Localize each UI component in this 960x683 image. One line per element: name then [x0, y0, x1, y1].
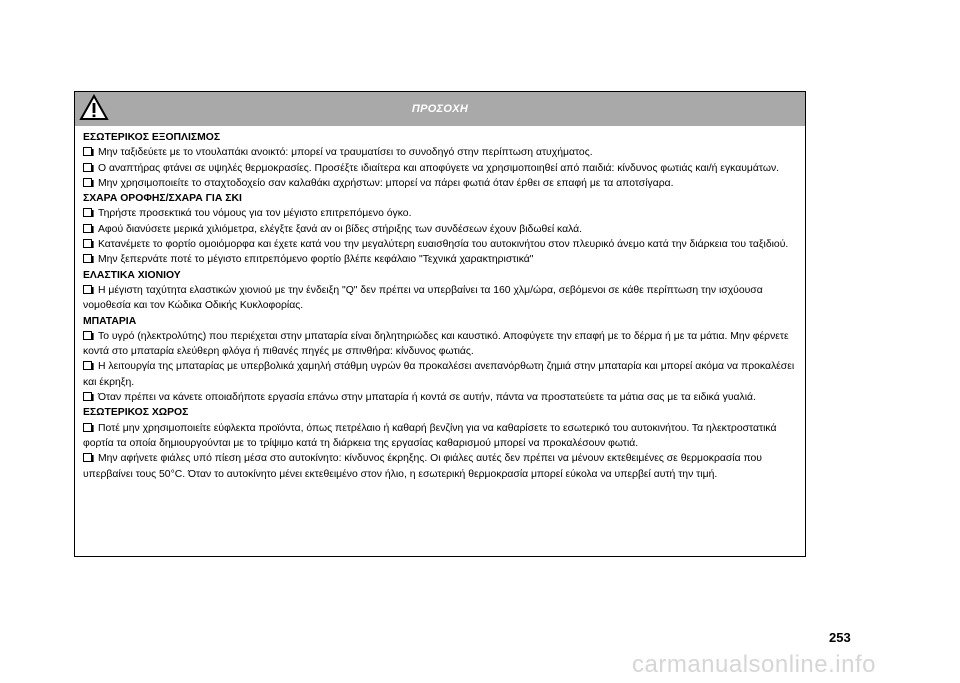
bullet-box-icon — [83, 208, 94, 217]
warning-item — [83, 390, 797, 405]
warning-item — [83, 161, 797, 176]
warning-item — [83, 206, 797, 221]
bullet-box-icon — [83, 178, 94, 187]
warning-item — [83, 329, 797, 360]
warning-item — [83, 283, 797, 314]
warning-item — [83, 359, 797, 390]
warning-banner — [75, 92, 805, 126]
bullet-box-icon — [83, 224, 94, 233]
warning-item — [83, 421, 797, 452]
bullet-box-icon — [83, 392, 94, 401]
warning-item — [83, 222, 797, 237]
warning-item-text: Αφού διανύσετε μερικά χιλιόμετρα, ελέγξτε ξανά αν οι βίδες στήριξης των συνδέσεων έχουν βιδωθεί καλά. — [98, 223, 583, 235]
warning-item-text: Ποτέ μην χρησιμοποιείτε εύφλεκτα προϊόντα, όπως πετρέλαιο ή καθαρή βενζίνη για να καθαρίσετε το εσωτερικό του αυτοκινήτου. Τα ηλεκτροστατικά φορτία τα οποία δημιουργούνται με το τρίψιμο κατά τη διάρκεια της εργασίας καθαρισμού μπορεί να προκαλέσουν φωτιά. — [83, 422, 777, 449]
warning-item-text: Το υγρό (ηλεκτρολύτης) που περιέχεται στην μπαταρία είναι δηλητηριώδες και καυστικό. Αποφύγετε την επαφή με το δέρμα ή με τα μάτια. Μην φέρνετε κοντά στο μπαταρία ελεύθερη φλόγα ή πιθανές πηγές με σπινθήρα: κίνδυνος φωτιάς. — [83, 330, 789, 358]
warning-item-text: Η λειτουργία της μπαταρίας με υπερβολικά χαμηλή στάθμη υγρών θα προκαλέσει ανεπανόρθωτη ζημιά στην μπαταρία και μπορεί ακόμα να προκαλέσει και έκρηξη. — [83, 361, 795, 388]
bullet-box-icon — [83, 163, 94, 172]
watermark-text: carmanualsonline.info — [632, 651, 876, 678]
warning-triangle-icon — [79, 94, 109, 122]
warning-item-text: Όταν πρέπει να κάνετε οποιαδήποτε εργασία επάνω στην μπαταρία ή κοντά σε αυτήν, πάντα να προστατεύετε τα μάτια σας με τα ειδικά γυαλιά. — [98, 392, 756, 404]
bullet-box-icon — [83, 423, 94, 432]
bullet-box-icon — [83, 453, 94, 462]
warning-item-text: Η μέγιστη ταχύτητα ελαστικών χιονιού με την ένδειξη "Q" δεν πρέπει να υπερβαίνει τα 160 χλμ/ώρα, σεβόμενοι σε κάθε περίπτωση την ισχύουσα νομοθεσία και τον Κώδικα Οδικής Κυκλοφορίας. — [83, 284, 763, 312]
bullet-box-icon — [83, 239, 94, 248]
page-number: 253 — [829, 630, 851, 645]
warning-box — [74, 91, 806, 557]
warning-item-text: Μην ταξιδεύετε με το ντουλαπάκι ανοικτό: μπορεί να τραυματίσει το συνοδηγό στην περίπτωση ατυχήματος. — [98, 147, 593, 159]
warning-item — [83, 237, 797, 252]
warning-item — [83, 451, 797, 482]
bullet-box-icon — [83, 331, 94, 340]
warning-item-text: Μην χρησιμοποιείτε το σταχτοδοχείο σαν καλαθάκι αχρήστων: μπορεί να πάρει φωτιά όταν έρθει σε επαφή με τα αποτσίγαρα. — [98, 177, 674, 189]
bullet-box-icon — [83, 361, 94, 370]
warning-item — [83, 145, 797, 160]
warning-item-text: Ο αναπτήρας φτάνει σε υψηλές θερμοκρασίες. Προσέξτε ιδιαίτερα και αποφύγετε να χρησιμοποιηθεί από παιδιά: κίνδυνος φωτιάς και/ή εγκαυμάτων. — [98, 162, 780, 174]
bullet-box-icon — [83, 147, 94, 156]
warning-item — [83, 176, 797, 191]
section-heading: ΣΧΑΡΑ ΟΡΟΦΗΣ/ΣΧΑΡΑ ΓΙΑ ΣΚΙ — [83, 193, 242, 205]
warning-title: ΠΡΟΣΟΧΗ — [411, 103, 469, 115]
watermark — [632, 650, 954, 680]
bullet-box-icon — [83, 254, 94, 263]
warning-item-text: Τηρήστε προσεκτικά του νόμους για τον μέγιστο επιτρεπόμενο όγκο. — [98, 208, 412, 220]
warning-item-text: Μην αφήνετε φιάλες υπό πίεση μέσα στο αυτοκίνητο: κίνδυνος έκρηξης. Οι φιάλες αυτές δεν πρέπει να μένουν εκτεθειμένες σε θερμοκρασία που υπερβαίνει τους 50°C. Όταν το αυτοκίνητο μένει εκτεθειμένο στον ήλιο, η εσωτερική θερμοκρασία μπορεί εύκολα να υπερβεί αυτή την τιμή. — [83, 453, 762, 480]
section-heading: ΜΠΑΤΑΡΙΑ — [83, 315, 137, 327]
section-heading: ΕΛΑΣΤΙΚΑ ΧΙΟΝΙΟΥ — [83, 269, 181, 281]
warning-item — [83, 252, 797, 267]
warning-item-text: Κατανέμετε το φορτίο ομοιόμορφα και έχετε κατά νου την μεγαλύτερη ευαισθησία του αυτοκινήτου στον πλευρικό άνεμο κατά την διάρκεια του ταξιδιού. — [98, 239, 789, 251]
warning-item-text: Μην ξεπερνάτε ποτέ το μέγιστο επιτρεπόμενο φορτίο βλέπε κεφάλαιο "Τεχνικά χαρακτηριστικά" — [98, 254, 534, 266]
warning-content — [75, 126, 805, 482]
section-heading: ΕΣΩΤΕΡΙΚΟΣ ΕΞΟΠΛΙΣΜΟΣ — [83, 132, 221, 143]
bullet-box-icon — [83, 285, 94, 294]
section-heading: ΕΣΩΤΕΡΙΚΟΣ ΧΩΡΟΣ — [83, 407, 189, 419]
